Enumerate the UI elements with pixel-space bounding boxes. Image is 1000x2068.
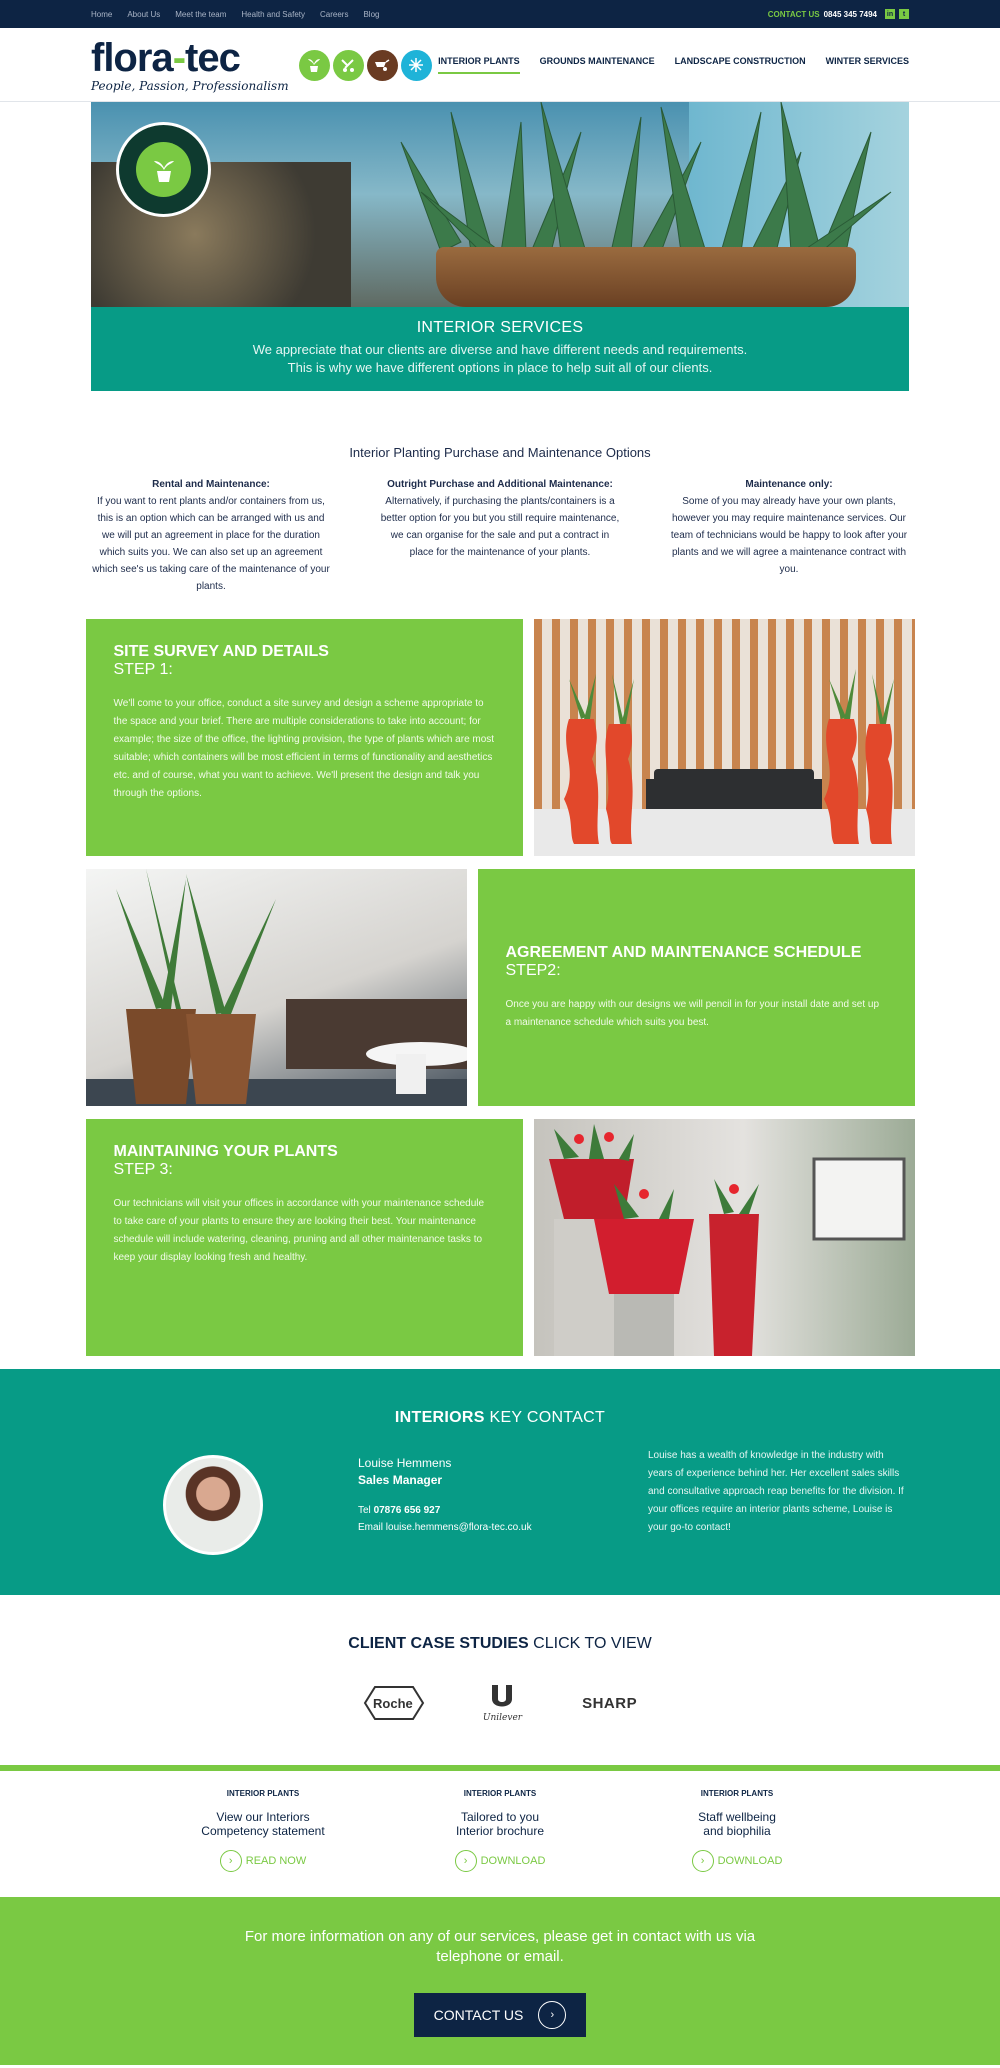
wheelbarrow-icon: [367, 50, 398, 81]
contact-email: Email louise.hemmens@flora-tec.co.uk: [358, 1522, 532, 1533]
twitter-icon[interactable]: t: [899, 9, 909, 19]
step-title: MAINTAINING YOUR PLANTS: [113, 1143, 338, 1160]
nav-grounds-maintenance[interactable]: GROUNDS MAINTENANCE: [539, 56, 655, 66]
lounge-planters-image: [86, 869, 467, 1106]
download-category: INTERIOR PLANTS: [700, 1789, 774, 1798]
download-brochure-button[interactable]: › DOWNLOAD: [437, 1850, 564, 1872]
phone-number[interactable]: 0845 345 7494: [823, 9, 877, 19]
contact-us-link[interactable]: CONTACT US: [767, 9, 820, 19]
option-maintenance: [669, 476, 909, 595]
step-title: SITE SURVEY AND DETAILS: [113, 643, 329, 660]
download-title: Tailored to you Interior brochure: [455, 1810, 545, 1838]
option-text: If you want to rent plants and/or containers from us, this is an option which can be arranged with us and we will put an agreement in place for the duration which suits you. We can also set up an agreement which see's us taking care of the maintenance of your plants.: [92, 496, 330, 592]
step-2-box: [478, 869, 915, 1106]
contact-cta-section: [0, 1897, 1000, 2065]
step-text: Our technicians will visit your offices in accordance with your maintenance schedule to take care of your plants to ensure they are looking their best. Your maintenance schedule will include watering, cleaning, pruning and all other maintenance tasks to keep your display looking fresh and healthy.: [113, 1198, 485, 1263]
contact-bio: Louise has a wealth of knowledge in the industry with years of experience behind her. Her excellent sales skills and consultative approach reap benefits for the division. If your offices require an interior plants scheme, Louise is your go-to contact!: [648, 1450, 904, 1533]
read-now-button[interactable]: › READ NOW: [200, 1850, 327, 1872]
top-contact: [768, 9, 909, 19]
service-icons: [299, 50, 432, 81]
contact-us-button[interactable]: CONTACT US ›: [414, 1993, 587, 2037]
interior-services-line1: We appreciate that our clients are diverse and have different needs and requirements.: [252, 342, 748, 357]
option-title: Maintenance only:: [745, 479, 833, 490]
red-planters-image: [534, 1119, 915, 1356]
option-text: Alternatively, if purchasing the plants/containers is a better option for you but you still require maintenance, we can organise for the sale and put a contract in place for the maintenance of your plants.: [380, 496, 620, 558]
linkedin-icon[interactable]: in: [886, 10, 894, 18]
download-competency: [200, 1789, 327, 1897]
download-wellbeing: [674, 1789, 801, 1897]
interior-services-title: INTERIOR SERVICES: [416, 319, 584, 336]
steps-section: [86, 619, 915, 1356]
nav-landscape-construction[interactable]: LANDSCAPE CONSTRUCTION: [674, 56, 806, 66]
option-purchase: [380, 476, 620, 595]
logo-tagline: People, Passion, Professionalism: [91, 79, 289, 93]
key-contact-heading: INTERIORS KEY CONTACT: [394, 1409, 606, 1426]
chevron-right-icon: ›: [220, 1850, 242, 1872]
key-contact-section: [0, 1369, 1000, 1595]
step-text: We'll come to your office, conduct a site survey and design a scheme appropriate to the space and your brief. There are multiple considerations to take into account; for example; the size of the office, the lighting provision, the type of plants which are most suitable; which containers will be most efficient in terms of functionality and aesthetics etc. and of course, what you want to achieve. We'll present the design and talk you through the options.: [113, 698, 495, 799]
unilever-logo[interactable]: Unilever: [483, 1683, 522, 1723]
avatar: [163, 1455, 263, 1555]
top-link-blog[interactable]: Blog: [363, 9, 380, 19]
top-link-team[interactable]: Meet the team: [175, 9, 227, 19]
logo[interactable]: [91, 38, 432, 92]
step-label: STEP2:: [505, 961, 561, 979]
download-wellbeing-button[interactable]: › DOWNLOAD: [674, 1850, 801, 1872]
chevron-right-icon: ›: [538, 2001, 566, 2029]
option-title: Outright Purchase and Additional Maintenance:: [387, 479, 613, 490]
cta-text: For more information on any of our services, please get in contact with us via telephone or email.: [244, 1928, 756, 1965]
download-title: Staff wellbeing and biophilia: [698, 1810, 776, 1838]
option-title: Rental and Maintenance:: [152, 479, 270, 490]
option-text: Some of you may already have your own plants, however you may require maintenance services. Our team of technicians would be happy to look after your plants and we will agree a maintenance contract with you.: [670, 496, 908, 575]
roche-logo[interactable]: Roche: [363, 1685, 423, 1721]
interior-plants-badge: [116, 122, 211, 217]
hero-planter: [436, 247, 856, 307]
contact-role: Sales Manager: [358, 1473, 443, 1487]
option-rental: [91, 476, 331, 595]
download-category: INTERIOR PLANTS: [463, 1789, 537, 1798]
options-section: [91, 391, 909, 595]
download-category: INTERIOR PLANTS: [226, 1789, 300, 1798]
contact-tel: Tel 07876 656 927: [358, 1505, 441, 1516]
chevron-right-icon: ›: [692, 1850, 714, 1872]
interior-services-line2: This is why we have different options in place to help suit all of our clients.: [287, 360, 713, 375]
top-links: [91, 10, 379, 19]
step-title: AGREEMENT AND MAINTENANCE SCHEDULE: [505, 943, 862, 961]
hero-plant-leaves: [381, 102, 909, 262]
plant-pot-icon: [299, 50, 330, 81]
download-title: View our Interiors Competency statement: [201, 1810, 325, 1838]
options-heading: Interior Planting Purchase and Maintenance Options: [349, 445, 651, 460]
download-brochure: [437, 1789, 564, 1897]
step-1-box: [86, 619, 523, 856]
office-sofa-planters-image: [534, 619, 915, 856]
contact-details: [358, 1455, 608, 1536]
step-text: Once you are happy with our designs we will pencil in for your install date and set up a maintenance schedule which suits you best.: [505, 998, 880, 1028]
contact-email-link[interactable]: louise.hemmens@flora-tec.co.uk: [385, 1522, 532, 1533]
top-link-careers[interactable]: Careers: [320, 9, 349, 19]
step-label: STEP 1:: [113, 661, 173, 678]
chevron-right-icon: ›: [455, 1850, 477, 1872]
step-3-box: [86, 1119, 523, 1356]
nav-winter-services[interactable]: WINTER SERVICES: [825, 56, 909, 66]
case-studies-section: [0, 1595, 1000, 1765]
step-label: STEP 3:: [113, 1161, 173, 1178]
badge-plant-icon: [136, 142, 191, 197]
site-header: [0, 28, 1000, 102]
top-link-health-safety[interactable]: Health and Safety: [241, 9, 305, 19]
downloads-section: [0, 1771, 1000, 1897]
contact-name: Louise Hemmens: [358, 1456, 452, 1470]
top-link-home[interactable]: Home: [91, 9, 113, 19]
case-studies-heading[interactable]: CLIENT CASE STUDIES CLICK TO VIEW: [348, 1635, 652, 1652]
mower-icon: [333, 50, 364, 81]
sharp-logo[interactable]: SHARP: [582, 1694, 638, 1712]
top-bar: [0, 0, 1000, 28]
contact-tel-number[interactable]: 07876 656 927: [373, 1505, 441, 1516]
nav-interior-plants[interactable]: INTERIOR PLANTS: [438, 56, 520, 74]
main-nav: [438, 56, 909, 74]
logo-wordmark: flora-tec: [91, 36, 240, 80]
hero-image: [91, 102, 909, 307]
snowflake-icon: [401, 50, 432, 81]
top-link-about[interactable]: About Us: [127, 9, 161, 19]
interior-services-band: [91, 307, 909, 391]
